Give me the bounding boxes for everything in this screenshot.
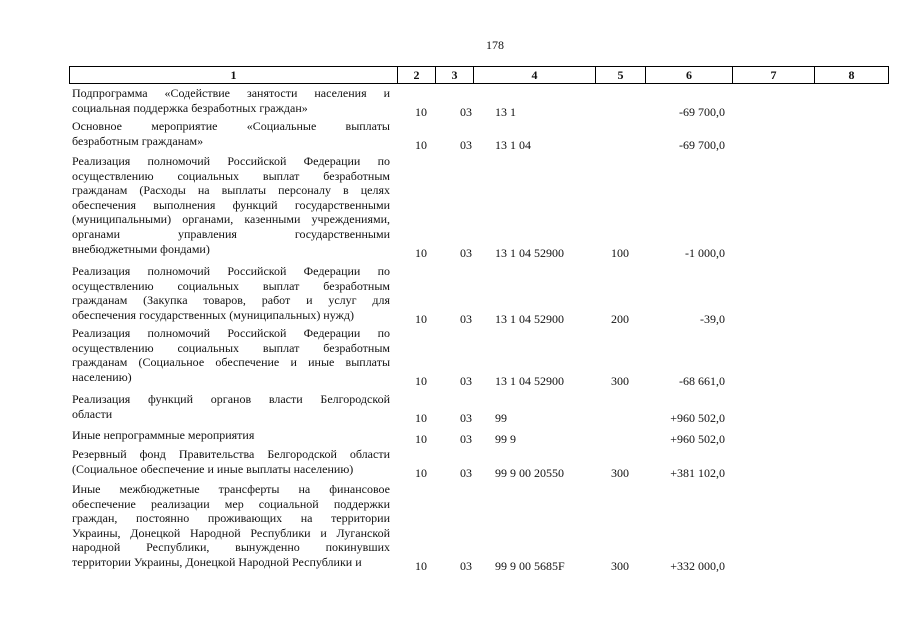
row-description-line: Реализация полномочий Российской Федерации по — [72, 264, 390, 278]
header-col-1: 1 — [230, 68, 237, 82]
cell-c4: 13 1 04 52900 — [495, 373, 564, 388]
cell-c5: 200 — [611, 311, 629, 326]
row-description-line: Реализация полномочий Российской Федерации по — [72, 326, 390, 340]
cell-c3: 03 — [460, 559, 472, 573]
cell-c4: 13 1 04 52900 — [495, 245, 564, 260]
cell-c3: 03 — [460, 311, 472, 326]
cell-c2: 10 — [415, 137, 427, 152]
cell-c5: 300 — [611, 373, 629, 388]
cell-c4: 99 — [495, 410, 507, 425]
row-description — [72, 482, 390, 570]
cell-c6: +960 502,0 — [670, 432, 725, 446]
cell-c4: 99 9 — [495, 432, 516, 446]
row-description-line: гражданам (Социальное обеспечение и иные выплаты — [72, 355, 390, 370]
row-description-line: осуществлению социальных выплат безработным — [72, 340, 390, 355]
cell-c6: +960 502,0 — [670, 410, 725, 425]
row-description-line: обеспечение реализации мер социальной поддержки — [72, 496, 390, 511]
row-description — [72, 154, 390, 256]
row-description — [72, 264, 390, 322]
header-col-8: 8 — [814, 67, 888, 83]
row-description-line: Резервный фонд Правительства Белгородской области — [72, 447, 390, 461]
row-description-line: (Социальное обеспечение и иные выплаты населению) — [72, 461, 354, 476]
cell-c6: -1 000,0 — [685, 245, 725, 260]
row-description-line: Украины, Донецкой Народной Республики и Луганской — [72, 525, 390, 540]
row-description — [72, 86, 390, 115]
row-description-line: безработным гражданам» — [72, 133, 204, 148]
cell-c6: +381 102,0 — [670, 465, 725, 480]
row-description-line: осуществлению социальных выплат безработным — [72, 278, 390, 293]
row-description — [72, 326, 390, 384]
row-description-line: Реализация функций органов власти Белгородской — [72, 392, 390, 406]
header-col-3: 3 — [435, 67, 473, 83]
cell-c6: -39,0 — [700, 311, 725, 326]
cell-c6: -69 700,0 — [679, 104, 725, 119]
header-col-4: 4 — [473, 67, 595, 83]
cell-c3: 03 — [460, 432, 472, 446]
row-description-line: населению) — [72, 369, 132, 384]
row-description — [72, 119, 390, 148]
row-description-line: органами управления государственными — [72, 226, 390, 241]
row-description-line: Основное мероприятие «Социальные выплаты — [72, 119, 390, 133]
row-description — [72, 392, 390, 421]
cell-c5: 300 — [611, 465, 629, 480]
row-description-line: осуществлению социальных выплат безработным — [72, 168, 390, 183]
header-col-6: 6 — [645, 67, 732, 83]
cell-c6: -69 700,0 — [679, 137, 725, 152]
cell-c4: 13 1 04 — [495, 137, 531, 152]
row-description-line: народной Республики, вынужденно покинувших — [72, 540, 390, 555]
row-description-line: обеспечения государственных (муниципальных) нужд) — [72, 307, 354, 322]
cell-c3: 03 — [460, 465, 472, 480]
header-col-5: 5 — [595, 67, 645, 83]
cell-c4: 99 9 00 5685F — [495, 559, 565, 573]
cell-c2: 10 — [415, 432, 427, 446]
row-description-line: гражданам (Расходы на выплаты персоналу в целях — [72, 183, 390, 198]
row-description-line: области — [72, 406, 113, 421]
cell-c2: 10 — [415, 559, 427, 573]
row-description-line: Реализация полномочий Российской Федерации по — [72, 154, 390, 168]
cell-c3: 03 — [460, 410, 472, 425]
cell-c3: 03 — [460, 245, 472, 260]
row-description-line: Подпрограмма «Содействие занятости населения и — [72, 86, 390, 100]
cell-c4: 13 1 — [495, 104, 516, 119]
cell-c6: +332 000,0 — [670, 559, 725, 573]
cell-c4: 99 9 00 20550 — [495, 465, 564, 480]
cell-c5: 100 — [611, 245, 629, 260]
cell-c3: 03 — [460, 373, 472, 388]
row-description-line: гражданам (Закупка товаров, работ и услуг для — [72, 293, 390, 308]
cell-c2: 10 — [415, 373, 427, 388]
cell-c3: 03 — [460, 137, 472, 152]
header-col-2: 2 — [397, 67, 435, 83]
cell-c2: 10 — [415, 465, 427, 480]
cell-c4: 13 1 04 52900 — [495, 311, 564, 326]
header-col-7: 7 — [732, 67, 814, 83]
page-number: 178 — [486, 38, 504, 52]
row-description — [72, 447, 390, 476]
cell-c3: 03 — [460, 104, 472, 119]
row-description-line: (муниципальными) органами, казенными учреждениями, — [72, 212, 390, 227]
row-description — [72, 428, 390, 443]
cell-c2: 10 — [415, 104, 427, 119]
row-description-line: внебюджетными фондами) — [72, 241, 210, 256]
row-description-line: Иные непрограммные мероприятия — [72, 428, 255, 442]
cell-c5: 300 — [611, 559, 629, 573]
row-description-line: Иные межбюджетные трансферты на финансовое — [72, 482, 390, 496]
row-description-line: территории Украины, Донецкой Народной Республики и — [72, 554, 362, 569]
cell-c6: -68 661,0 — [679, 373, 725, 388]
row-description-line: обеспечения выполнения функций государственными — [72, 197, 390, 212]
row-description-line: граждан, постоянно проживающих на территории — [72, 511, 390, 526]
cell-c2: 10 — [415, 410, 427, 425]
row-description-line: социальная поддержка безработных граждан» — [72, 100, 308, 115]
cell-c2: 10 — [415, 311, 427, 326]
cell-c2: 10 — [415, 245, 427, 260]
